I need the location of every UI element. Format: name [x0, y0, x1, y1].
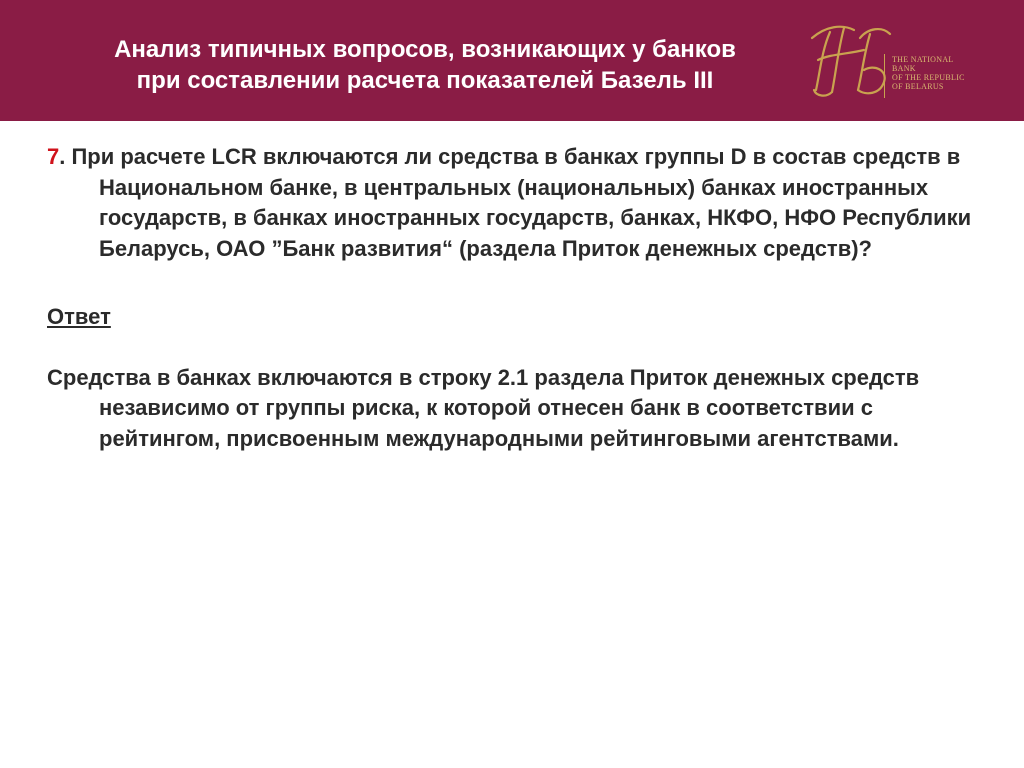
slide-header	[0, 0, 1024, 121]
answer-heading: Ответ	[47, 304, 111, 329]
question-text: . При расчете LCR включаются ли средства в банках группы D в состав средств в Национальном банке, в центральных (национальных) банках иностранных государств, в банках иностранных государств, банках, НКФО, НФО Республики Беларусь, ОАО ”Банк развития“ (раздела Приток денежных средств)?	[59, 144, 972, 261]
logo-line-2: BANK	[892, 64, 916, 73]
answer-text: Средства в банках включаются в строку 2.1 раздела Приток денежных средств независимо от группы риска, к которой отнесен банк в соответствии с рейтингом, присвоенным международными рейтинговыми агентствами.	[47, 364, 920, 451]
title-line-2: при составлении расчета показателей Базель III	[136, 67, 714, 94]
question-paragraph	[47, 142, 987, 264]
logo-line-3: OF THE REPUBLIC	[892, 73, 965, 82]
logo-line-4: OF BELARUS	[892, 82, 944, 91]
slide-content	[47, 142, 987, 454]
logo-text	[892, 55, 1002, 91]
logo-divider	[884, 54, 885, 98]
question-number: 7	[47, 144, 60, 169]
logo-line-1: THE NATIONAL	[892, 55, 954, 64]
slide-title	[40, 34, 810, 96]
title-line-1: Анализ типичных вопросов, возникающих у банков	[114, 36, 736, 63]
